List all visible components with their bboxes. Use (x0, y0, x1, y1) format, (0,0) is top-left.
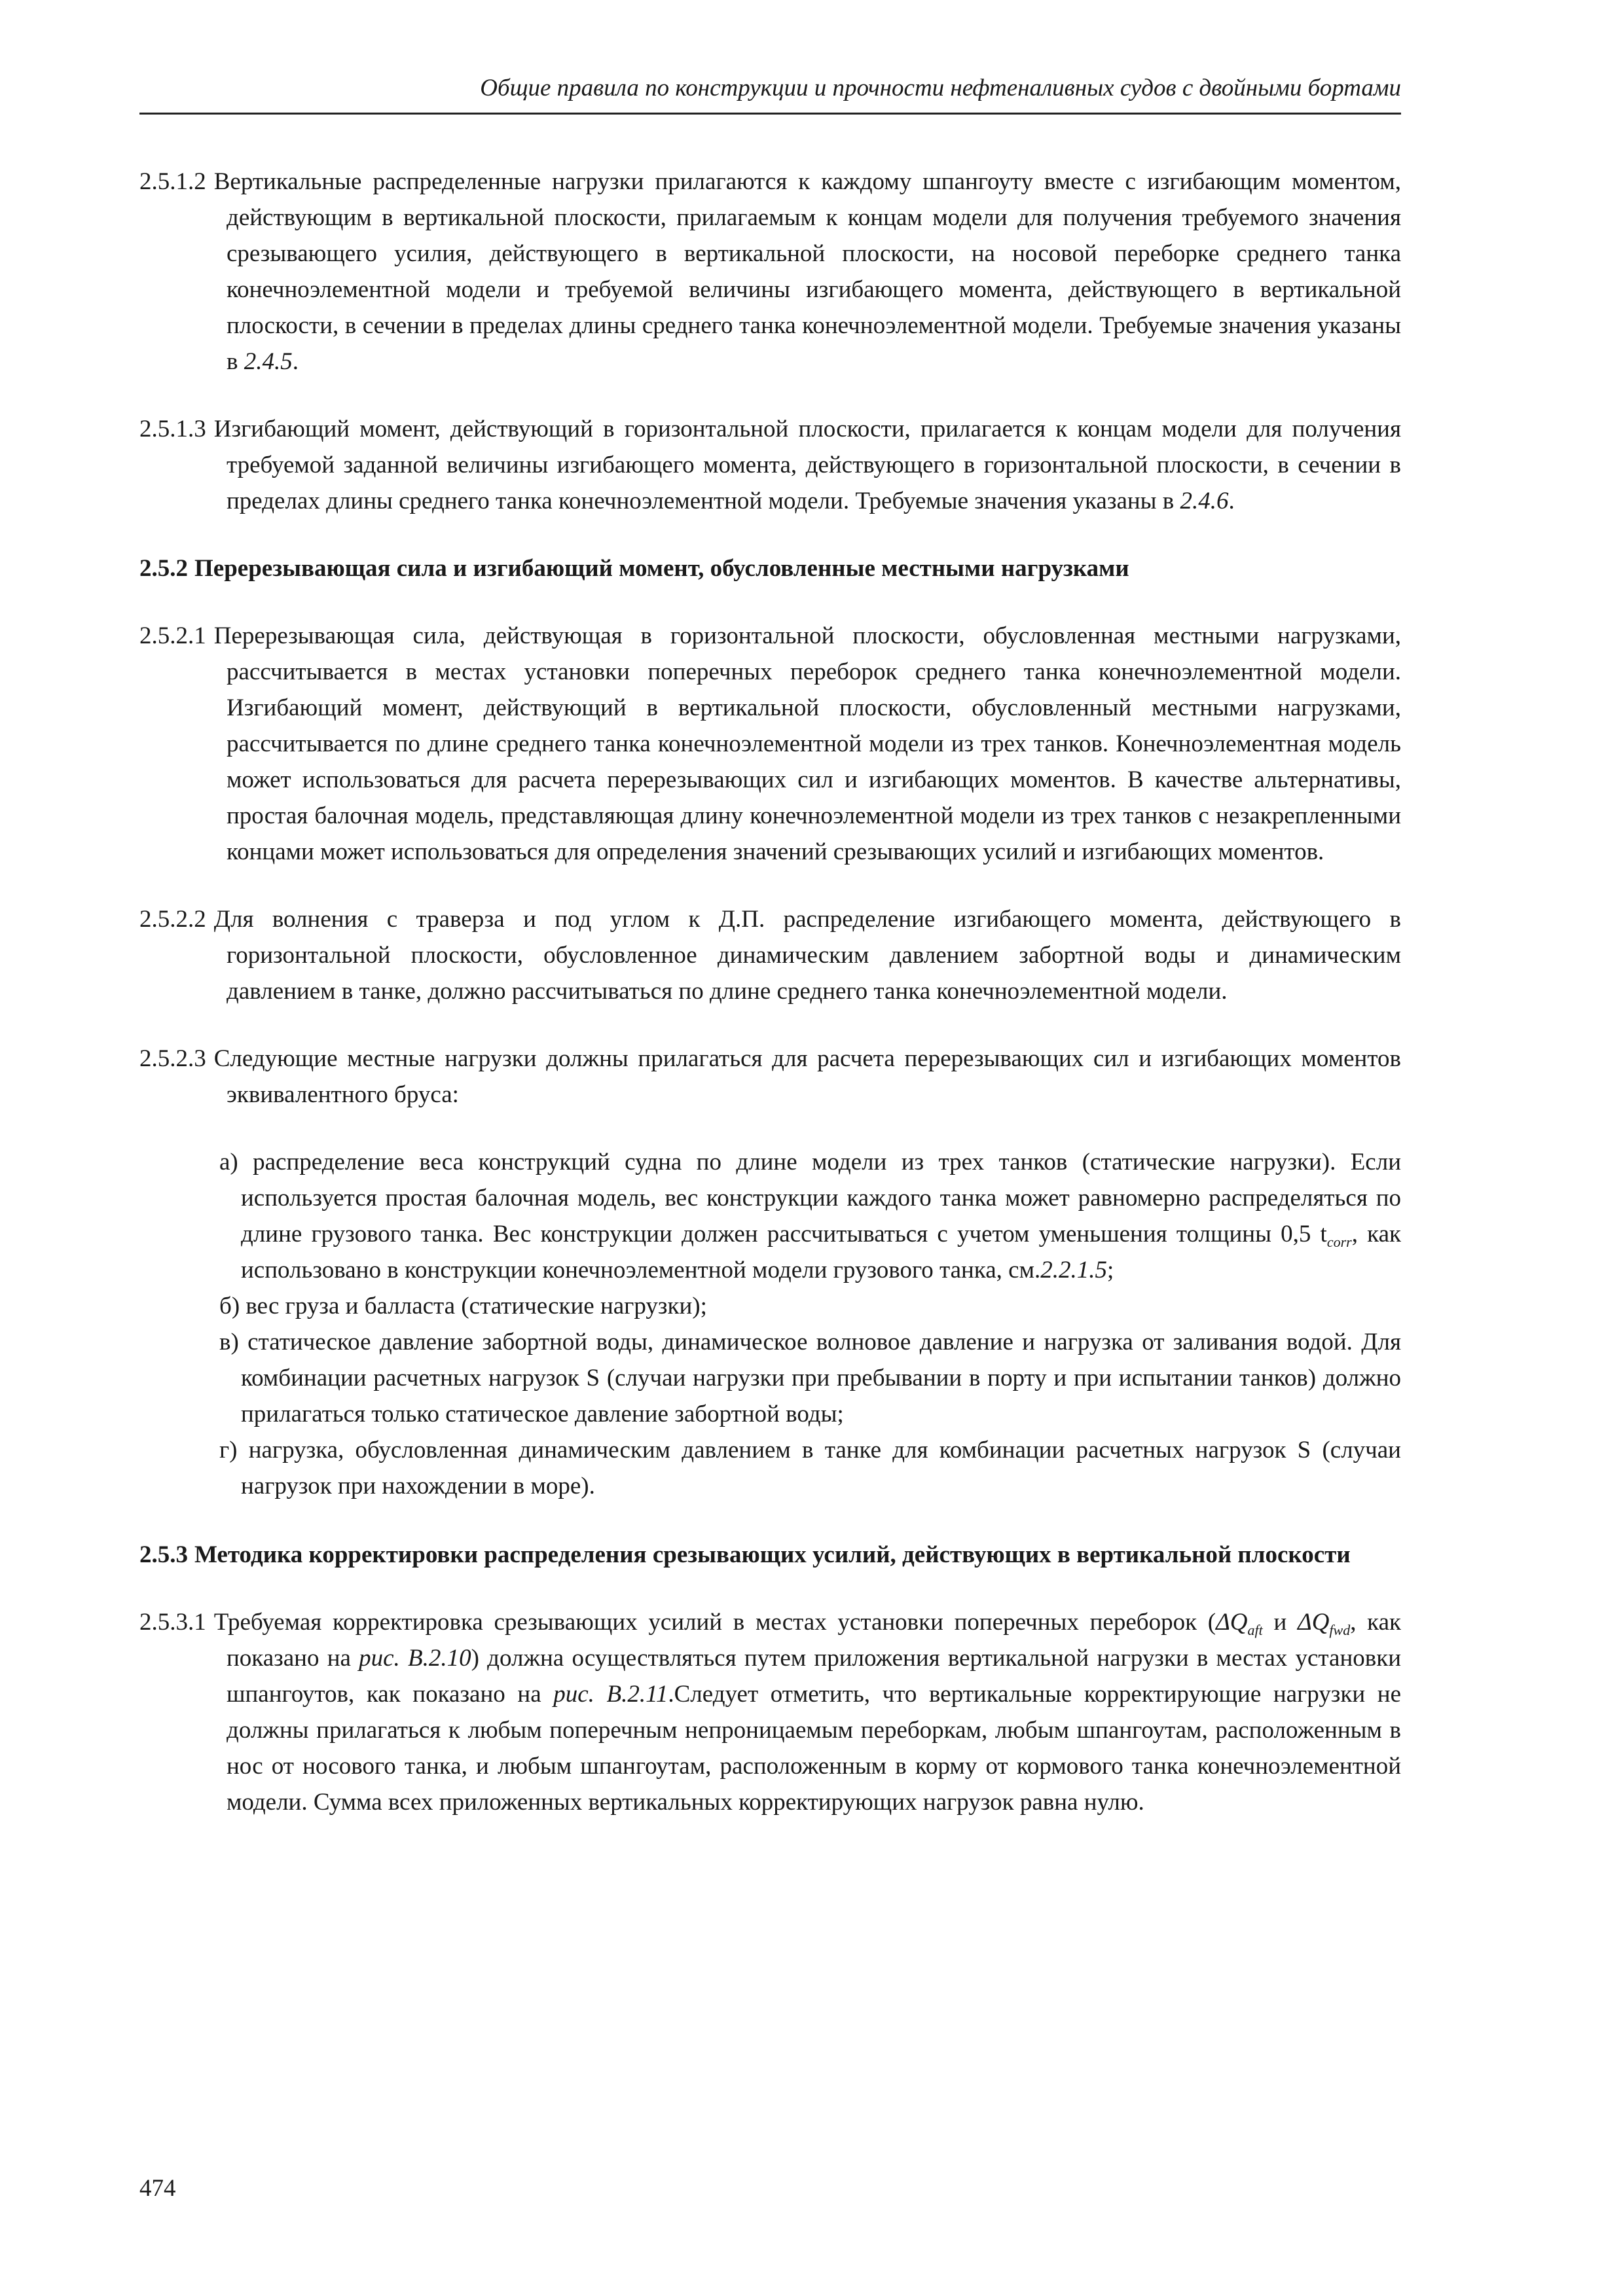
subscript-aft: aft (1247, 1622, 1263, 1638)
list-item-c (139, 1324, 1401, 1432)
list-item-text: б) вес груза и балласта (статические нагрузки); (219, 1293, 707, 1319)
running-header (139, 73, 1401, 115)
paragraph-number: 2.5.2.3 (139, 1045, 206, 1072)
paragraph-number: 2.5.3.1 (139, 1609, 206, 1636)
paragraph-text: Изгибающий момент, действующий в горизонтальной плоскости, прилагается к концам модели для получения требуемой заданной величины изгибающего момента, действующего в горизонтальной плоскости, в сечении в пределах длины среднего танка конечноэлементной модели. Требуемые значения указаны в (213, 416, 1401, 514)
paragraph-text: Для волнения с траверза и под углом к Д.П. распределение изгибающего момента, действующего в горизонтальной плоскости, обусловленное динамическим давлением забортной воды и динамическим давлением в танке, должно рассчитываться по длине среднего танка конечноэлементной модели. (213, 906, 1401, 1005)
list-item-b (139, 1288, 1401, 1324)
section-reference: 2.4.5 (244, 348, 293, 375)
section-heading-2-5-2 (139, 550, 1401, 586)
list-item-d (139, 1432, 1401, 1504)
paragraph-2-5-2-2 (139, 901, 1401, 1009)
page-number: 474 (139, 2175, 176, 2202)
list-item-text: г) нагрузка, обусловленная динамическим давлением в танке для комбинации расчетных нагрузок S (случаи нагрузок при нахождении в море). (219, 1437, 1401, 1499)
figure-reference: рис. В.2.10 (359, 1645, 471, 1672)
paragraph-2-5-1-2 (139, 164, 1401, 380)
section-title: Методика корректировки распределения срезывающих усилий, действующих в вертикальной плоскости (194, 1541, 1351, 1568)
list-item-text: а) распределение веса конструкций судна по длине модели из трех танков (статические нагрузки). Если используется простая балочная модель, вес конструкции каждого танка может равномерно распределяться по длине грузового танка. Вес конструкции должен рассчитываться с учетом уменьшения толщины (219, 1149, 1401, 1247)
paragraph-number: 2.5.1.3 (139, 416, 206, 442)
section-number: 2.5.3 (139, 1541, 188, 1568)
figure-reference: рис. В.2.11 (553, 1681, 668, 1708)
delta-q-aft: ΔQ (1216, 1609, 1248, 1636)
delta-q-fwd: ΔQ (1297, 1609, 1330, 1636)
section-title: Перерезывающая сила и изгибающий момент, обусловленные местными нагрузками (194, 555, 1129, 582)
formula-text: 0,5 t (1281, 1221, 1327, 1247)
paragraph-2-5-3-1 (139, 1604, 1401, 1820)
section-reference: 2.2.1.5 (1040, 1257, 1107, 1283)
list-item-text: в) статическое давление забортной воды, динамическое волновое давление и нагрузка от заливания водой. Для комбинации расчетных нагрузок S (случаи нагрузки при пребывании в порту и при испытании танков) должно прилагаться только статическое давление забортной воды; (219, 1329, 1402, 1427)
thickness-formula (1281, 1221, 1352, 1250)
paragraph-2-5-2-3 (139, 1041, 1401, 1113)
paragraph-text: ) должна осуществляться путем приложения вертикальной нагрузки в местах установки шпангоутов, как показано на (227, 1645, 1401, 1708)
paragraph-text: .Следует отметить, что вертикальные корректирующие нагрузки не должны прилагаться к любым поперечным непроницаемым переборкам, любым шпангоутам, расположенным в нос от носового танка, и любым шпангоутам, расположенным в корму от кормового танка конечноэлементной модели. Сумма всех приложенных вертикальных корректирующих нагрузок равна нулю. (227, 1681, 1401, 1816)
paragraph-text: Требуемая корректировка срезывающих усилий в местах установки поперечных переборок ( (213, 1609, 1216, 1636)
section-heading-2-5-3 (139, 1537, 1401, 1573)
load-list (139, 1144, 1401, 1504)
paragraph-text: , как показано на (227, 1609, 1401, 1672)
paragraph-text: и (1262, 1609, 1298, 1636)
list-item-text: , как использовано в конструкции конечноэлементной модели грузового танка, см. (241, 1221, 1401, 1283)
page-body (139, 164, 1401, 1852)
punctuation: ; (1107, 1257, 1114, 1283)
paragraph-text: Перерезывающая сила, действующая в горизонтальной плоскости, обусловленная местными нагрузками, рассчитывается в местах установки поперечных переборок среднего танка конечноэлементной модели. Изгибающий момент, действующий в вертикальной плоскости, обусловленный местными нагрузками, рассчитывается по длине среднего танка конечноэлементной модели из трех танков. Конечноэлементная модель может использоваться для расчета перерезывающих сил и изгибающих моментов. В качестве альтернативы, простая балочная модель, представляющая длину конечноэлементной модели из трех танков с незакрепленными концами может использоваться для определения значений срезывающих усилий и изгибающих моментов. (213, 622, 1401, 865)
paragraph-number: 2.5.2.2 (139, 906, 206, 933)
paragraph-text: Следующие местные нагрузки должны прилагаться для расчета перерезывающих сил и изгибающих моментов эквивалентного бруса: (213, 1045, 1401, 1108)
paragraph-number: 2.5.2.1 (139, 622, 206, 649)
section-number: 2.5.2 (139, 555, 188, 582)
paragraph-2-5-1-3 (139, 411, 1401, 519)
section-reference: 2.4.6 (1180, 488, 1229, 514)
formula-subscript: corr (1326, 1234, 1352, 1250)
paragraph-2-5-2-1 (139, 618, 1401, 870)
subscript-fwd: fwd (1329, 1622, 1351, 1638)
punctuation: . (292, 348, 299, 375)
list-item-a (139, 1144, 1401, 1288)
punctuation: . (1228, 488, 1235, 514)
running-title: Общие правила по конструкции и прочности нефтеналивных судов с двойными бортами (480, 75, 1401, 101)
paragraph-number: 2.5.1.2 (139, 168, 206, 195)
paragraph-text: Вертикальные распределенные нагрузки прилагаются к каждому шпангоуту вместе с изгибающим моментом, действующим в вертикальной плоскости, прилагаемым к концам модели для получения требуемого значения срезывающего усилия, действующего в вертикальной плоскости, на носовой переборке среднего танка конечноэлементной модели и требуемой величины изгибающего момента, действующего в вертикальной плоскости, в сечении в пределах длины среднего танка конечноэлементной модели. Требуемые значения указаны в (213, 168, 1401, 375)
